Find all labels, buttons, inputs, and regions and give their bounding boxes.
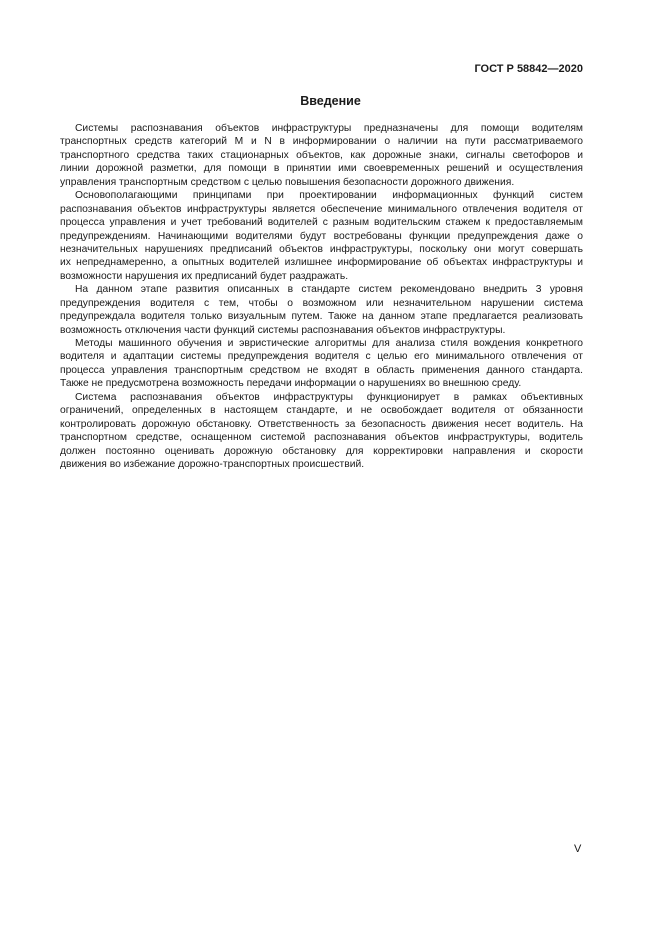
section-title: Введение [300, 94, 361, 108]
document-body [60, 122, 583, 471]
paragraph [60, 189, 583, 283]
text-line: управления транспортным средством с целью повышения безопасности дорожного движения. [60, 176, 515, 188]
text-line: Основополагающими принципами при проектировании информационных функций систем [75, 190, 583, 202]
text-line: процесса управления и учет требований водителей с разным водительским стажем к предоставляемым [60, 217, 583, 229]
text-line: предупреждения водителя с тем, чтобы о возможном или незначительном нарушении система [60, 297, 583, 309]
paragraph [60, 337, 583, 391]
paragraph [60, 283, 583, 337]
text-line: линии дорожной разметки, для помощи в принятии ими своевременных решений и осуществления [60, 163, 583, 175]
text-line: должен постоянно оценивать дорожную обстановку для корректировки направления и скорости [60, 445, 583, 457]
paragraph [60, 122, 583, 189]
text-line: Также не предусмотрена возможность передачи информации о нарушениях во внешнюю среду. [60, 378, 522, 390]
text-line: их непреднамеренно, а опытных водителей излишнее информирование об объектах инфраструктуры и [60, 257, 583, 269]
text-line: водителя и адаптации системы предупреждения водителя с целью его минимального отвлечения от [60, 351, 583, 363]
text-line: движения во избежание дорожно-транспортных происшествий. [60, 458, 365, 470]
text-line: предупреждениям. Начинающими водителями будут востребованы функции предупреждения даже о [60, 230, 583, 242]
text-line: транспортном средстве, оснащенном системой распознавания объектов инфраструктуры, водитель [60, 432, 583, 444]
text-line: ограничений, определенных в настоящем стандарте, и не освобождает водителя от обязанности [60, 405, 583, 417]
text-line: незначительных нарушениях предписаний объектов инфраструктуры, поскольку они могут совершать [60, 243, 583, 255]
text-line: возможность отключения части функций системы распознавания объектов инфраструктуры. [60, 324, 506, 336]
text-line: На данном этапе развития описанных в стандарте систем рекомендовано внедрить 3 уровня [75, 284, 583, 296]
text-line: Система распознавания объектов инфраструктуры функционирует в рамках объективных [75, 391, 583, 403]
text-line: возможности нарушения их предписаний будет раздражать. [60, 270, 349, 282]
text-line: транспортного средства таких стационарных объектов, как дорожные знаки, сигналы светофоров и [60, 149, 583, 161]
text-line: Методы машинного обучения и эвристические алгоритмы для анализа стиля вождения конкретного [75, 338, 583, 349]
text-line: предупреждала водителя только визуальным путем. Также на данном этапе предлагается реализовать [60, 311, 583, 323]
text-line: транспортных средств категорий M и N в информировании о наличии на пути рассматриваемого [60, 136, 583, 148]
text-line: контролировать дорожную обстановку. Ответственность за безопасность движения несет водитель. На [60, 418, 583, 430]
text-line: распознавания объектов инфраструктуры является обеспечение минимального отвлечения водителя от [60, 203, 583, 215]
text-line: Системы распознавания объектов инфраструктуры предназначены для помощи водителям [75, 123, 583, 134]
paragraph [60, 391, 583, 472]
page-number: V [574, 843, 582, 855]
document-header-id: ГОСТ Р 58842—2020 [474, 63, 583, 75]
text-line: процесса управления транспортным средством не входят в область применения данного стандарта. [60, 364, 583, 376]
